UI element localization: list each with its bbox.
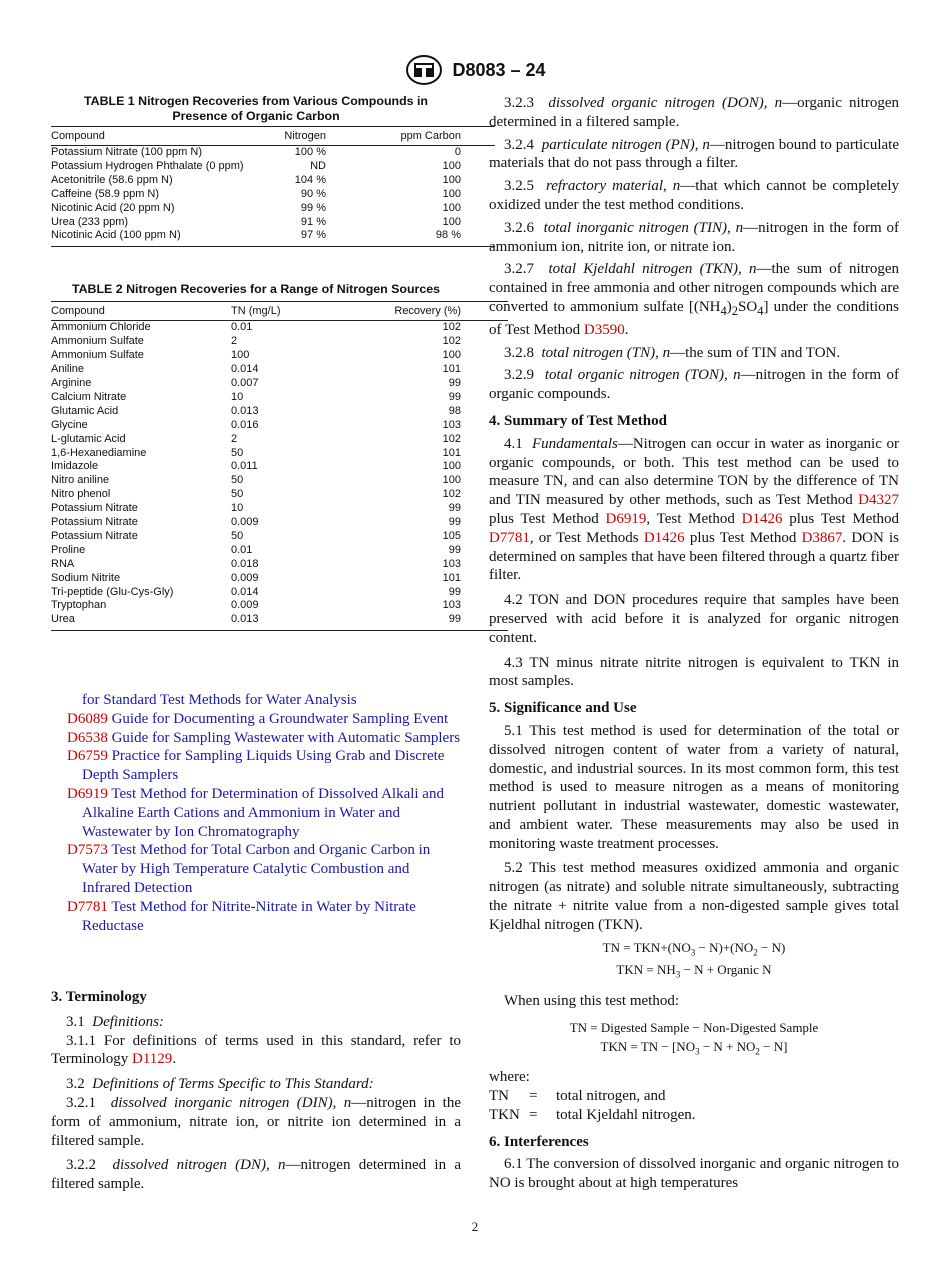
table-cell: Ammonium Sulfate xyxy=(51,335,144,348)
def-3-2-3: 3.2.3 dissolved organic nitrogen (DON), n—organic nitrogen determined in a filtered sample. xyxy=(489,95,900,130)
table-cell: Ammonium Chloride xyxy=(51,321,151,334)
equation-tkn: TKN = $NH_3 - N$ + Organic N xyxy=(616,962,772,980)
ref-title[interactable]: Guide for Sampling Wastewater with Automatic Samplers xyxy=(111,729,461,746)
table-cell: 50 xyxy=(231,529,244,542)
table2 xyxy=(51,301,508,631)
table1-caption: TABLE 1 Nitrogen Recoveries from Various Compounds in Presence of Organic Carbon xyxy=(83,94,428,123)
table-cell: 90 % xyxy=(300,187,326,200)
table-cell: 101 xyxy=(442,363,461,376)
table-cell: 101 xyxy=(442,446,461,459)
para-4-3: 4.3 TN minus nitrate nitrite nitrogen is equivalent to TKN in most samples. xyxy=(489,654,899,690)
ref-link-d1426[interactable]: D1426 xyxy=(741,510,783,527)
table-row xyxy=(51,216,495,230)
referenced-documents xyxy=(51,691,461,935)
table1-header-0: Compound xyxy=(51,127,281,146)
table-cell: Proline xyxy=(51,543,86,556)
ref-link-d7781[interactable]: D7781 xyxy=(489,529,530,546)
table-row xyxy=(51,613,508,630)
table-cell: Nitro aniline xyxy=(51,474,110,487)
table-cell: Potassium Hydrogen Phthalate (0 ppm) xyxy=(51,159,244,172)
ref-code[interactable]: D6538 xyxy=(67,729,108,746)
table-row xyxy=(51,188,495,202)
table-cell: Arginine xyxy=(51,376,92,389)
table-cell: 0.018 xyxy=(231,557,259,570)
ref-title[interactable]: Test Method for Total Carbon and Organic Carbon in Water by High Temperature Catalytic Combustion and Infrared Detection xyxy=(82,842,431,896)
table-cell: 0.016 xyxy=(231,418,259,431)
table-cell: Nicotinic Acid (100 ppm N) xyxy=(51,229,181,242)
table-row xyxy=(51,599,508,613)
table-cell: 99 xyxy=(448,376,461,389)
table-cell: 99 % xyxy=(300,201,326,214)
astm-logo-icon xyxy=(404,54,444,86)
left-column xyxy=(51,94,461,1193)
table-cell: 0.01 xyxy=(231,321,253,334)
def-3-2-6: 3.2.6 total inorganic nitrogen (TIN), n—nitrogen in the form of ammonium ion, nitrite ion, or nitrate ion. xyxy=(489,219,899,255)
document-designation: D8083 – 24 xyxy=(452,59,546,80)
ref-code[interactable]: D6089 xyxy=(67,710,108,727)
table-cell: 99 xyxy=(448,502,461,515)
ref-code[interactable]: D7573 xyxy=(67,842,108,859)
table-row xyxy=(51,349,508,363)
ref-link-d6919[interactable]: D6919 xyxy=(605,510,647,527)
table-cell: 98 % xyxy=(435,229,461,242)
table-row xyxy=(51,160,495,174)
table-row xyxy=(51,321,508,335)
terminology-heading: 3. Terminology xyxy=(51,989,147,1005)
para-5-1: 5.1 This test method is used for determination of the total or dissolved nitrogen content of water from a variety of natural, domestic, and industrial sources. In its most common form, this test method is used to measure nitrogen as a means of monitoring nutrient pollutant in industrial wastewater, domestic wastewater, and ambient water. These measurements may also be used in monitoring waste treatment processes. xyxy=(489,722,899,852)
ref-link-d4327[interactable]: D4327 xyxy=(858,492,899,509)
table-cell: 50 xyxy=(231,474,244,487)
equation-tn: TN = $TKN+(NO_3 - N)+(NO_2 - N)$ xyxy=(602,939,786,958)
def-3-2-4: 3.2.4 particulate nitrogen (PN), n—nitrogen bound to particulate materials that do not pass through a filter. xyxy=(489,136,899,172)
ref-link-d1129[interactable]: D1129 xyxy=(132,1051,173,1068)
ref-item[interactable] xyxy=(51,841,461,897)
table-cell: Glycine xyxy=(51,418,88,431)
table1 xyxy=(51,126,495,247)
table-cell: 104 % xyxy=(294,173,326,186)
table-cell: 1,6-Hexanediamine xyxy=(51,446,147,459)
table-row xyxy=(51,377,508,391)
table-row xyxy=(51,419,508,433)
table-row xyxy=(51,474,508,488)
para-3-1: 3.1 Definitions: xyxy=(66,1013,164,1030)
table-cell: Caffeine (58.9 ppm N) xyxy=(51,187,160,200)
table-cell: 0.009 xyxy=(231,571,259,584)
table-cell: Potassium Nitrate xyxy=(51,516,138,529)
table-row xyxy=(51,433,508,447)
table-cell: 0.011 xyxy=(231,460,258,473)
table-cell: 100 xyxy=(442,474,461,487)
table1-header-2: ppm Carbon xyxy=(326,127,495,146)
table-cell: Ammonium Sulfate xyxy=(51,349,144,362)
table-row xyxy=(51,405,508,419)
table1-header-1: Nitrogen xyxy=(281,127,326,146)
where-tn: TN = total nitrogen, and xyxy=(489,1088,666,1105)
def-3-2-1: 3.2.1 dissolved inorganic nitrogen (DIN), n—nitrogen in the form of ammonium, nitrate ion, or nitrite ion determined in a filtered sample. xyxy=(51,1094,461,1149)
para-3-2: 3.2 Definitions of Terms Specific to This Standard: xyxy=(66,1076,374,1093)
table-cell: Potassium Nitrate xyxy=(51,529,138,542)
table-cell: L-glutamic Acid xyxy=(51,432,126,445)
table-cell: Aniline xyxy=(51,363,85,376)
table-cell: 0.009 xyxy=(231,516,259,529)
table-cell: 99 xyxy=(448,543,461,556)
table-cell: 102 xyxy=(442,335,461,348)
ref-link-d3867[interactable]: D3867 xyxy=(801,529,843,546)
table-cell: 98 xyxy=(448,404,461,417)
table2-header-2: Recovery (%) xyxy=(339,302,508,321)
table-cell: 100 xyxy=(442,173,461,186)
ref-title[interactable]: Practice for Sampling Liquids Using Grab and Discrete Depth Samplers xyxy=(82,748,445,784)
table-row xyxy=(51,544,508,558)
table-cell: 99 xyxy=(448,516,461,529)
right-column xyxy=(489,94,899,1193)
table-cell: Imidazole xyxy=(51,460,99,473)
table-cell: 102 xyxy=(442,488,461,501)
ref-link-d1426-2[interactable]: D1426 xyxy=(643,529,685,546)
table-cell: 103 xyxy=(442,557,461,570)
summary-heading: 4. Summary of Test Method xyxy=(489,412,667,429)
ref-item[interactable] xyxy=(51,747,461,785)
table-cell: 99 xyxy=(448,613,461,626)
table-cell: Potassium Nitrate xyxy=(51,502,138,515)
table-cell: 10 xyxy=(231,502,244,515)
def-3-2-5: 3.2.5 refractory material, n—that which cannot be completely oxidized under the test method conditions. xyxy=(489,178,900,213)
table-cell: Calcium Nitrate xyxy=(51,390,127,403)
table-cell: 102 xyxy=(442,321,461,334)
where-tkn: TKN = total Kjeldahl nitrogen. xyxy=(489,1106,696,1123)
table-row xyxy=(51,572,508,586)
table-row xyxy=(51,447,508,461)
ref-item[interactable] xyxy=(51,898,461,936)
table-cell: 10 xyxy=(231,390,244,403)
table-cell: RNA xyxy=(51,557,75,570)
ref-title[interactable]: Test Method for Determination of Dissolved Alkali and Alkaline Earth Cations and Ammonium in Water and Wastewater by Ion Chromatography xyxy=(82,785,444,840)
table-cell: 2 xyxy=(231,335,238,348)
table-cell: 100 xyxy=(231,349,250,362)
table-cell: 100 xyxy=(442,187,461,200)
table-cell: 0.01 xyxy=(231,543,253,556)
table-cell: 103 xyxy=(442,418,461,431)
table-cell: 100 xyxy=(442,201,461,214)
table2-caption: TABLE 2 Nitrogen Recoveries for a Range of Nitrogen Sources xyxy=(71,282,441,297)
ref-item[interactable] xyxy=(51,785,461,841)
table-row xyxy=(51,516,508,530)
table-cell: 101 xyxy=(442,571,461,584)
table-cell: 50 xyxy=(231,488,244,501)
table-cell: 99 xyxy=(448,585,461,598)
page-header xyxy=(0,54,950,86)
table-row xyxy=(51,488,508,502)
table-cell: 103 xyxy=(442,599,461,612)
table-cell: 100 xyxy=(442,349,461,362)
table-cell: 50 xyxy=(231,446,244,459)
para-4-2: 4.2 TON and DON procedures require that samples have been preserved with acid before it is analyzed for organic nitrogen content. xyxy=(489,592,899,646)
table-cell: 97 % xyxy=(300,229,326,242)
table-row xyxy=(51,586,508,600)
table-cell: 0.009 xyxy=(231,599,259,612)
ref-code[interactable]: D7781 xyxy=(67,898,108,915)
table-row xyxy=(51,202,495,216)
table-cell: 2 xyxy=(231,432,238,445)
table-cell: Urea (233 ppm) xyxy=(51,215,129,228)
equation-tkn-difference: TKN = TN − $[NO_3 - N + NO_2 - N]$ xyxy=(600,1038,788,1057)
table2-header-0: Compound xyxy=(51,302,231,321)
table-row xyxy=(51,229,495,246)
table-row xyxy=(51,558,508,572)
table-cell: 0.013 xyxy=(231,613,259,626)
def-3-2-9: 3.2.9 total organic nitrogen (TON), n—nitrogen in the form of organic compounds. xyxy=(489,367,900,403)
table-cell: 105 xyxy=(442,529,461,542)
table-cell: Sodium Nitrite xyxy=(51,571,121,584)
table-row xyxy=(51,146,495,160)
table-cell: 91 % xyxy=(300,215,326,228)
table-cell: 0.014 xyxy=(231,585,259,598)
table-cell: 100 % xyxy=(294,146,326,158)
def-3-2-8: 3.2.8 total nitrogen (TN), n—the sum of TIN and TON. xyxy=(504,344,841,361)
para-5-2: 5.2 This test method measures oxidized ammonia and organic nitrogen (as nitrate) and soluble nitrate simultaneously, subtracting the nitrate + nitrite value from a non-digested sample gives total Kjeldhal nitrogen (TKN). xyxy=(489,860,899,933)
ref-title[interactable]: Guide for Documenting a Groundwater Sampling Event xyxy=(111,710,449,727)
def-3-2-2: 3.2.2 dissolved nitrogen (DN), n—nitrogen determined in a filtered sample. xyxy=(51,1157,461,1193)
table2-header-1: TN (mg/L) xyxy=(231,302,339,321)
table-row xyxy=(51,174,495,188)
significance-heading: 5. Significance and Use xyxy=(489,700,637,717)
ref-item[interactable] xyxy=(51,729,461,748)
para-4-1: 4.1 Fundamentals—Nitrogen can occur in water as inorganic or organic compounds, or both. This test method can be used to measure TN, and can also determine TON by the difference of TN and TIN measured by other methods, such as Test Method D4327 plus Test Method D6919, Test Method D1426 plus Test Method D7781, or Test Methods D1426 plus Test Method D3867. DON is determined on samples that have been filtered through a quartz fiber filter. xyxy=(489,435,900,584)
interferences-heading: 6. Interferences xyxy=(489,1133,589,1150)
ref-title[interactable]: Test Method for Nitrite-Nitrate in Water by Nitrate Reductase xyxy=(82,898,416,934)
table-row xyxy=(51,335,508,349)
ref-code[interactable]: D6919 xyxy=(67,785,108,802)
page-number: 2 xyxy=(471,1219,479,1234)
terminology-section xyxy=(51,988,461,1194)
table-cell: 100 xyxy=(442,460,461,473)
para-6-1: 6.1 The conversion of dissolved inorganic and organic nitrogen to NO is brought about at high temperatures xyxy=(489,1156,899,1192)
when-using-text: When using this test method: xyxy=(504,992,679,1009)
ref-code[interactable]: D6759 xyxy=(67,748,108,765)
table-cell: Potassium Nitrate (100 ppm N) xyxy=(51,146,202,158)
table-cell: 102 xyxy=(442,432,461,445)
table-row xyxy=(51,391,508,405)
table-cell: Glutamic Acid xyxy=(51,404,119,417)
table-cell: Nitro phenol xyxy=(51,488,111,501)
where-label: where: xyxy=(489,1069,530,1086)
table-cell: 0.007 xyxy=(231,376,259,389)
table-row xyxy=(51,460,508,474)
table-cell: Urea xyxy=(51,613,75,626)
table-cell: 0.014 xyxy=(231,363,259,376)
table-cell: 0 xyxy=(454,146,461,158)
table-cell: Acetonitrile (58.6 ppm N) xyxy=(51,173,173,186)
table-cell: ND xyxy=(310,159,326,172)
table-cell: Nicotinic Acid (20 ppm N) xyxy=(51,201,175,214)
table-cell: 0.013 xyxy=(231,404,259,417)
def-3-2-7: 3.2.7 total Kjeldahl nitrogen (TKN), n—the sum of nitrogen contained in free ammonia and other nitrogen compounds which are converted to ammonium sulfate $[(NH_4)_2SO_4]$ under the conditions of Test Method D3590. xyxy=(489,261,899,338)
para-3-1-1: 3.1.1 For definitions of terms used in this standard, refer to Terminology D1129. xyxy=(51,1032,461,1068)
equation-tn-digested: TN = Digested Sample − Non-Digested Sample xyxy=(569,1019,819,1035)
ref-link-d3590[interactable]: D3590 xyxy=(583,321,625,338)
ref-item[interactable] xyxy=(51,710,461,729)
table-row xyxy=(51,502,508,516)
table-row xyxy=(51,530,508,544)
ref-continuation[interactable]: for Standard Test Methods for Water Analysis xyxy=(82,692,357,708)
table-cell: Tryptophan xyxy=(51,599,107,612)
table-cell: 100 xyxy=(442,159,461,172)
table-cell: 99 xyxy=(448,390,461,403)
table-cell: 100 xyxy=(442,215,461,228)
table-cell: Tri-peptide (Glu-Cys-Gly) xyxy=(51,585,174,598)
table-row xyxy=(51,363,508,377)
